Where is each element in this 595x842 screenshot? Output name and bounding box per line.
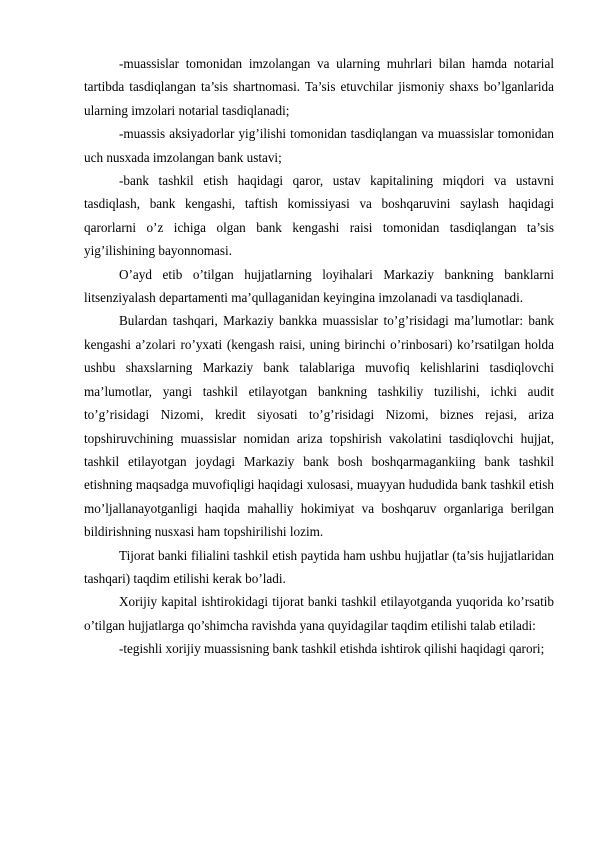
- document-page: [84, 52, 554, 661]
- paragraph-founding-agreement: -muassislar tomonidan imzolangan va ularning muhrlari bilan hamda notarial tartibda tasdiqlangan ta’sis shartnomasi. Ta’sis etuvchilar jismoniy shaxs bo’lganlarida ularning imzolari notarial tasdiqlanadi;: [84, 56, 554, 118]
- paragraph-bank-charter: -muassis aksiyadorlar yig’ilishi tomonidan tasdiqlangan va muassislar tomonidan uch nusxada imzolangan bank ustavi;: [84, 126, 554, 165]
- paragraph-branch-documents: Tijorat banki filialini tashkil etish paytida ham ushbu hujjatlar (ta’sis hujjatlaridan tashqari) taqdim etilishi kerak bo’ladi.: [84, 547, 554, 586]
- paragraph-foreign-capital: Xorijiy kapital ishtirokidagi tijorat banki tashkil etilayotganda yuqorida ko’rsatib o’tilgan hujjatlarga qo’shimcha ravishda yana quyidagilar taqdim etilishi talab etiladi:: [84, 594, 554, 633]
- paragraph-meeting-minutes: -bank tashkil etish haqidagi qaror, ustav kapitalining miqdori va ustavni tasdiqlash, bank kengashi, taftish komissiyasi va boshqaruvini saylash haqidagi qarorlarni o’z ichiga olgan bank kengashi raisi tomonidan tasdiqlangan ta’sis yig’ilishining bayonnomasi.: [84, 173, 554, 259]
- paragraph-foreign-founder-decision: -tegishli xorijiy muassisning bank tashkil etishda ishtirok qilishi haqidagi qarori;: [119, 641, 545, 657]
- paragraph-draft-approval: O’ayd etib o’tilgan hujjatlarning loyihalari Markaziy bankning banklarni litsenziyalash departamenti ma’qullaganidan keyingina imzolanadi va tasdiqlanadi.: [84, 266, 554, 306]
- paragraph-additional-documents: Bulardan tashqari, Markaziy bankka muassislar to’g’risidagi ma’lumotlar: bank kengashi a’zolari ro’yxati (kengash raisi, uning birinchi o’rinbosari) ko’rsatilgan holda ushbu shaxslarning Markaziy bank talablariga muvofiq kelishlarini tasdiqlovchi ma’lumotlar, yangi tashkil etilayotgan bankning tashkiliy tuzilishi, ichki audit to’g’risidagi Nizomi, kredit siyosati to’g’risidagi Nizomi, biznes rejasi, ariza topshiruvchining muassislar nomidan ariza topshirish vakolatini tasdiqlovchi hujjat, tashkil etilayotgan joydagi Markaziy bank bosh boshqarmagankiing bank tashkil etishning maqsadga muvofiqligi haqidagi xulosasi, muayyan hududida bank tashkil etish mo’ljallanayotganligi haqida mahalliy hokimiyat va boshqaruv organlariga berilgan bildirishning nusxasi ham topshirilishi lozim.: [84, 313, 554, 540]
